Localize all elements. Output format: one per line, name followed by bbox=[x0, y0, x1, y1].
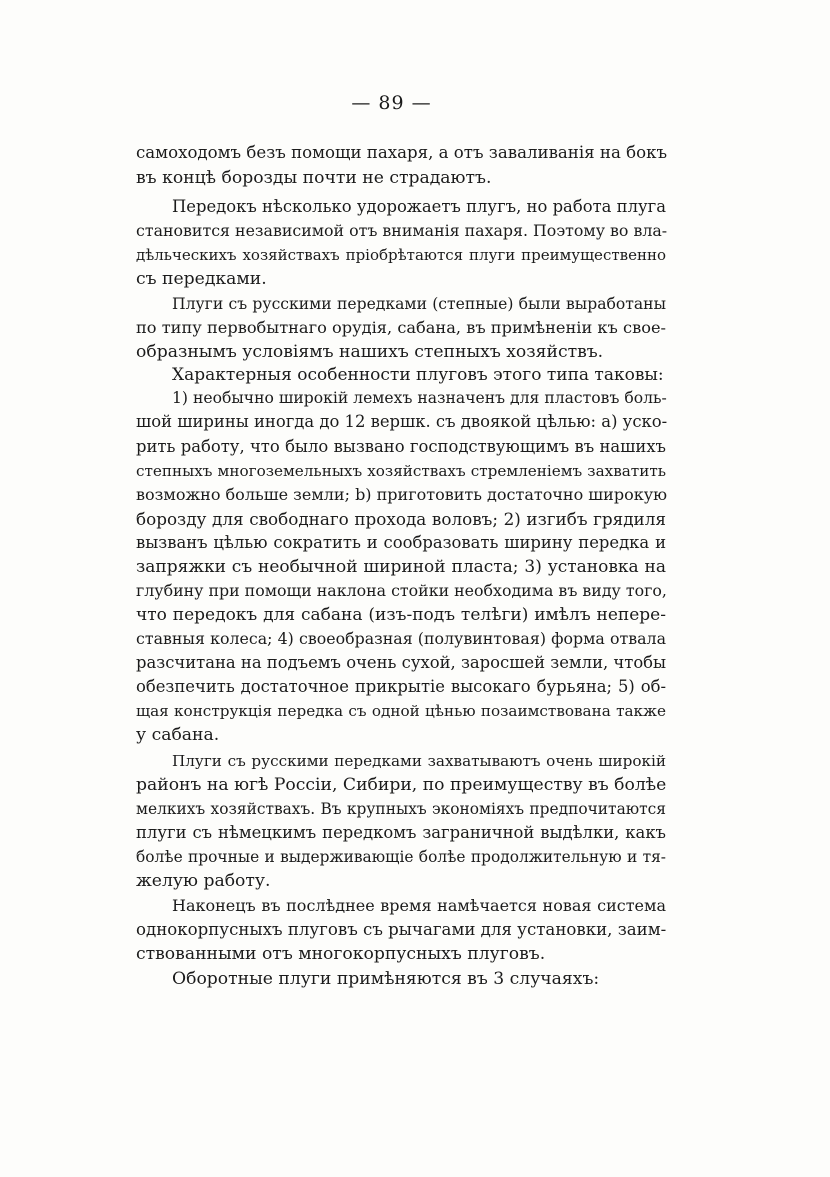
text-line: однокорпусныхъ плуговъ съ рычагами для установки, заим- bbox=[136, 920, 667, 939]
text-line: мелкихъ хозяйствахъ. Въ крупныхъ экономіяхъ предпочитаются bbox=[136, 800, 666, 818]
text-line: плуги съ нѣмецкимъ передкомъ заграничной выдѣлки, какъ bbox=[136, 823, 666, 842]
text-line: глубину при помощи наклона стойки необходима въ виду того, bbox=[136, 581, 667, 600]
text-line: у сабана. bbox=[136, 725, 220, 745]
text-line: рить работу, что было вызвано господствующимъ въ нашихъ bbox=[136, 437, 666, 456]
text-line: Плуги съ русскими передками (степные) были выработаны bbox=[172, 295, 666, 313]
text-line: по типу первобытнаго орудія, сабана, въ примѣненіи къ свое- bbox=[136, 318, 666, 337]
text-line: шой ширины иногда до 12 вершк. съ двоякой цѣлью: а) уско- bbox=[136, 412, 668, 431]
text-line: Характерныя особенности плуговъ этого типа таковы: bbox=[172, 365, 664, 385]
page-number: — 89 — bbox=[351, 92, 432, 114]
text-line: возможно больше земли; b) приготовить достаточно широкую bbox=[136, 485, 668, 504]
text-line: въ концѣ борозды почти не страдаютъ. bbox=[136, 168, 492, 188]
text-line: что передокъ для сабана (изъ-подъ телѣги) имѣлъ непере- bbox=[136, 605, 666, 625]
text-line: щая конструкція передка съ одной цѣнью позаимствована также bbox=[136, 702, 666, 720]
text-line: самоходомъ безъ помощи пахаря, а отъ заваливанія на бокъ bbox=[136, 143, 668, 162]
text-line: образнымъ условіямъ нашихъ степныхъ хозяйствъ. bbox=[136, 342, 604, 362]
text-line: болѣе прочные и выдерживающіе болѣе продолжительную и тя- bbox=[136, 848, 666, 866]
text-line: запряжки съ необычной шириной пласта; 3) установка на bbox=[136, 557, 666, 577]
text-line: 1) необычно широкій лемехъ назначенъ для пластовъ боль- bbox=[172, 389, 667, 407]
text-line: съ передками. bbox=[136, 269, 267, 289]
text-line: Плуги съ русскими передками захватываютъ очень широкій bbox=[172, 752, 666, 770]
text-line: степныхъ многоземельныхъ хозяйствахъ стремленіемъ захватить bbox=[136, 462, 666, 480]
text-line: желую работу. bbox=[136, 871, 271, 891]
text-line: районъ на югѣ Россіи, Сибири, по преимуществу въ болѣе bbox=[136, 775, 667, 795]
text-line: Оборотные плуги примѣняются въ 3 случаяхъ: bbox=[172, 969, 600, 989]
text-line: ствованными отъ многокорпусныхъ плуговъ. bbox=[136, 944, 546, 964]
text-line: дѣльческихъ хозяйствахъ пріобрѣтаются плуги преимущественно bbox=[136, 246, 666, 264]
text-line: обезпечить достаточное прикрытіе высокаго бурьяна; 5) об- bbox=[136, 677, 666, 696]
text-line: Наконецъ въ послѣднее время намѣчается новая система bbox=[172, 896, 666, 915]
text-line: борозду для свободнаго прохода воловъ; 2) изгибъ грядиля bbox=[136, 509, 666, 529]
text-line: ставныя колеса; 4) своеобразная (полувинтовая) форма отвала bbox=[136, 629, 666, 648]
text-line: становится независимой отъ вниманія пахаря. Поэтому во вла- bbox=[136, 221, 668, 240]
text-line: вызванъ цѣлью сократить и сообразовать ширину передка и bbox=[136, 533, 666, 552]
text-line: разсчитана на подъемъ очень сухой, заросшей земли, чтобы bbox=[136, 653, 667, 672]
text-line: Передокъ нѣсколько удорожаетъ плугъ, но работа плуга bbox=[172, 197, 666, 216]
